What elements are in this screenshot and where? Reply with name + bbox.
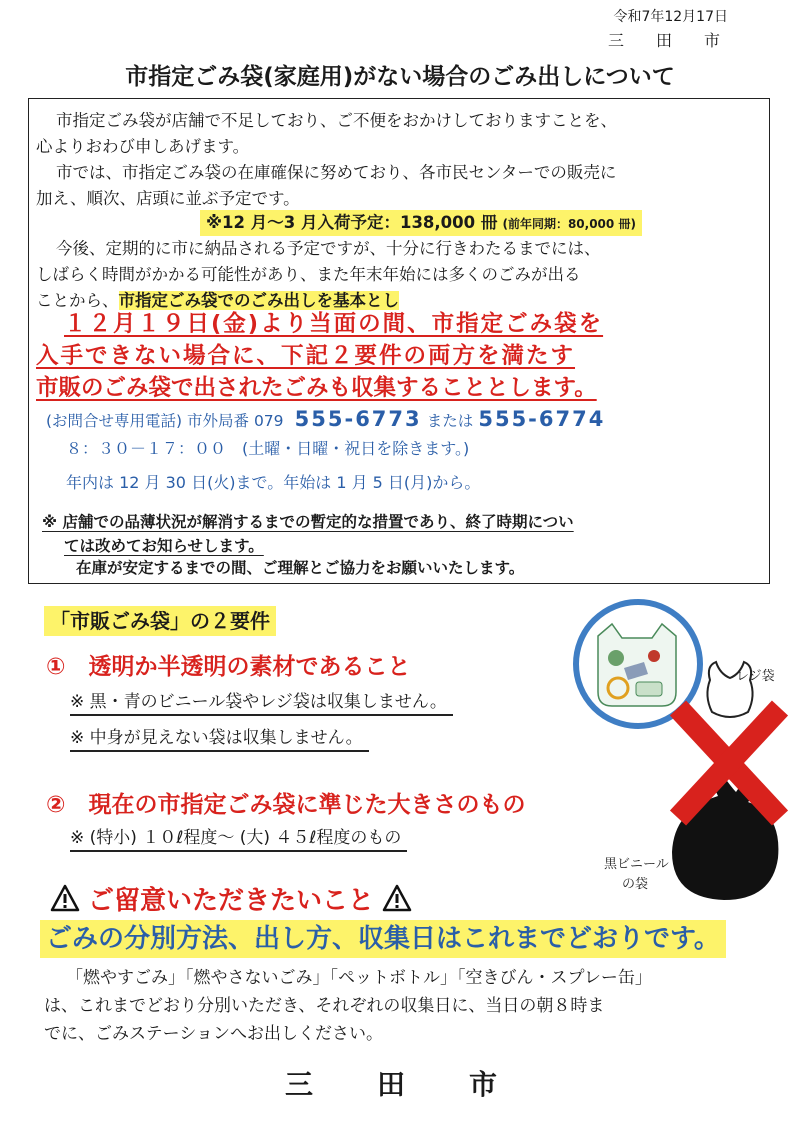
requirement-2-note: ※ (特小) １０ℓ程度～ (大) ４５ℓ程度のもの — [70, 826, 407, 852]
black-bag-label-2: の袋 — [622, 877, 649, 892]
contact-line — [46, 404, 605, 434]
requirement-2: ② 現在の市指定ごみ袋に準じた大きさのもの — [46, 792, 526, 818]
page-title: 市指定ごみ袋(家庭用)がない場合のごみ出しについて — [125, 64, 675, 90]
red-line1: １２月１９日(金)より当面の間、市指定ごみ袋を — [64, 311, 604, 337]
caution-body-1: 「燃やすごみ」「燃やさないごみ」「ペットボトル」「空きびん・スプレー缶」 — [66, 968, 652, 988]
issuer-bottom: 三 田 市 — [284, 1068, 515, 1101]
black-bag-label-1: 黒ビニール — [604, 857, 669, 872]
shopping-bag-label: レジ袋 — [736, 669, 775, 684]
requirement-1: ① 透明か半透明の素材であること — [46, 654, 411, 680]
requirements-heading: 「市販ごみ袋」の２要件 — [44, 606, 276, 636]
red-line2: 入手できない場合に、下記２要件の両方を満たす — [36, 343, 576, 369]
notice-line5: 今後、定期的に市に納品される予定ですが、十分に行きわたるまでには、 — [56, 239, 601, 258]
note-line1: ※ 店舗での品薄状況が解消するまでの暫定的な措置であり、終了時期につい — [42, 513, 574, 531]
contact-yearend: 年内は 12 月 30 日(火)まで。年始は 1 月 5 日(月)から。 — [66, 473, 481, 492]
notice-line6: しばらく時間がかかる可能性があり、また年末年始には多くのごみが出る — [36, 265, 581, 284]
caution-heading-row — [50, 878, 412, 918]
stock-highlight — [200, 210, 642, 236]
phone-number-1: 555-6773 — [294, 407, 422, 431]
notice-line3: 市では、市指定ごみ袋の在庫確保に努めており、各市民センターでの販売に — [56, 163, 617, 182]
caution-heading: ご留意いただきたいこと — [88, 885, 375, 916]
caution-body-3: でに、ごみステーションへお出しください。 — [44, 1024, 383, 1044]
basis-highlight: 市指定ごみ袋でのごみ出しを基本とし — [118, 291, 399, 310]
issue-date: 令和7年12月17日 — [613, 9, 728, 25]
notice-line2: 心よりおわび申しあげます。 — [36, 137, 250, 156]
requirement-1-note-2: ※ 中身が見えない袋は収集しません。 — [70, 726, 369, 752]
bag-illustration — [560, 596, 800, 916]
caution-banner: ごみの分別方法、出し方、収集日はこれまでどおりです。 — [40, 920, 726, 958]
warning-icon — [50, 884, 80, 912]
requirement-1-note-1: ※ 黒・青のビニール袋やレジ袋は収集しません。 — [70, 690, 453, 716]
warning-icon — [382, 884, 412, 912]
contact-hours: ８：３０－１７：００ (土曜・日曜・祝日を除きます。) — [66, 439, 470, 458]
note-line3: 在庫が安定するまでの間、ご理解とご協力をお願いいたします。 — [76, 559, 525, 577]
notice-line7-lead: ことから、 — [36, 291, 119, 310]
note-line2: ては改めてお知らせします。 — [64, 537, 264, 555]
caution-body-2: は、これまでどおり分別いただき、それぞれの収集日に、当日の朝８時ま — [44, 996, 605, 1016]
stock-main: ※12 月～3 月入荷予定：138,000 冊 — [206, 213, 498, 232]
phone-number-2: 555-6774 — [478, 407, 606, 431]
notice-line4: 加え、順次、店頭に並ぶ予定です。 — [36, 189, 300, 208]
notice-line1: 市指定ごみ袋が店舗で不足しており、ご不便をおかけしておりますことを、 — [56, 111, 617, 130]
stock-previous: (前年同期：80,000 冊) — [502, 217, 636, 231]
red-line3: 市販のごみ袋で出されたごみも収集することとします。 — [36, 375, 597, 401]
contact-label: (お問合せ専用電話) 市外局番 079 — [46, 412, 284, 430]
issuer-top: 三 田 市 — [607, 31, 728, 50]
contact-or: または — [426, 412, 474, 430]
